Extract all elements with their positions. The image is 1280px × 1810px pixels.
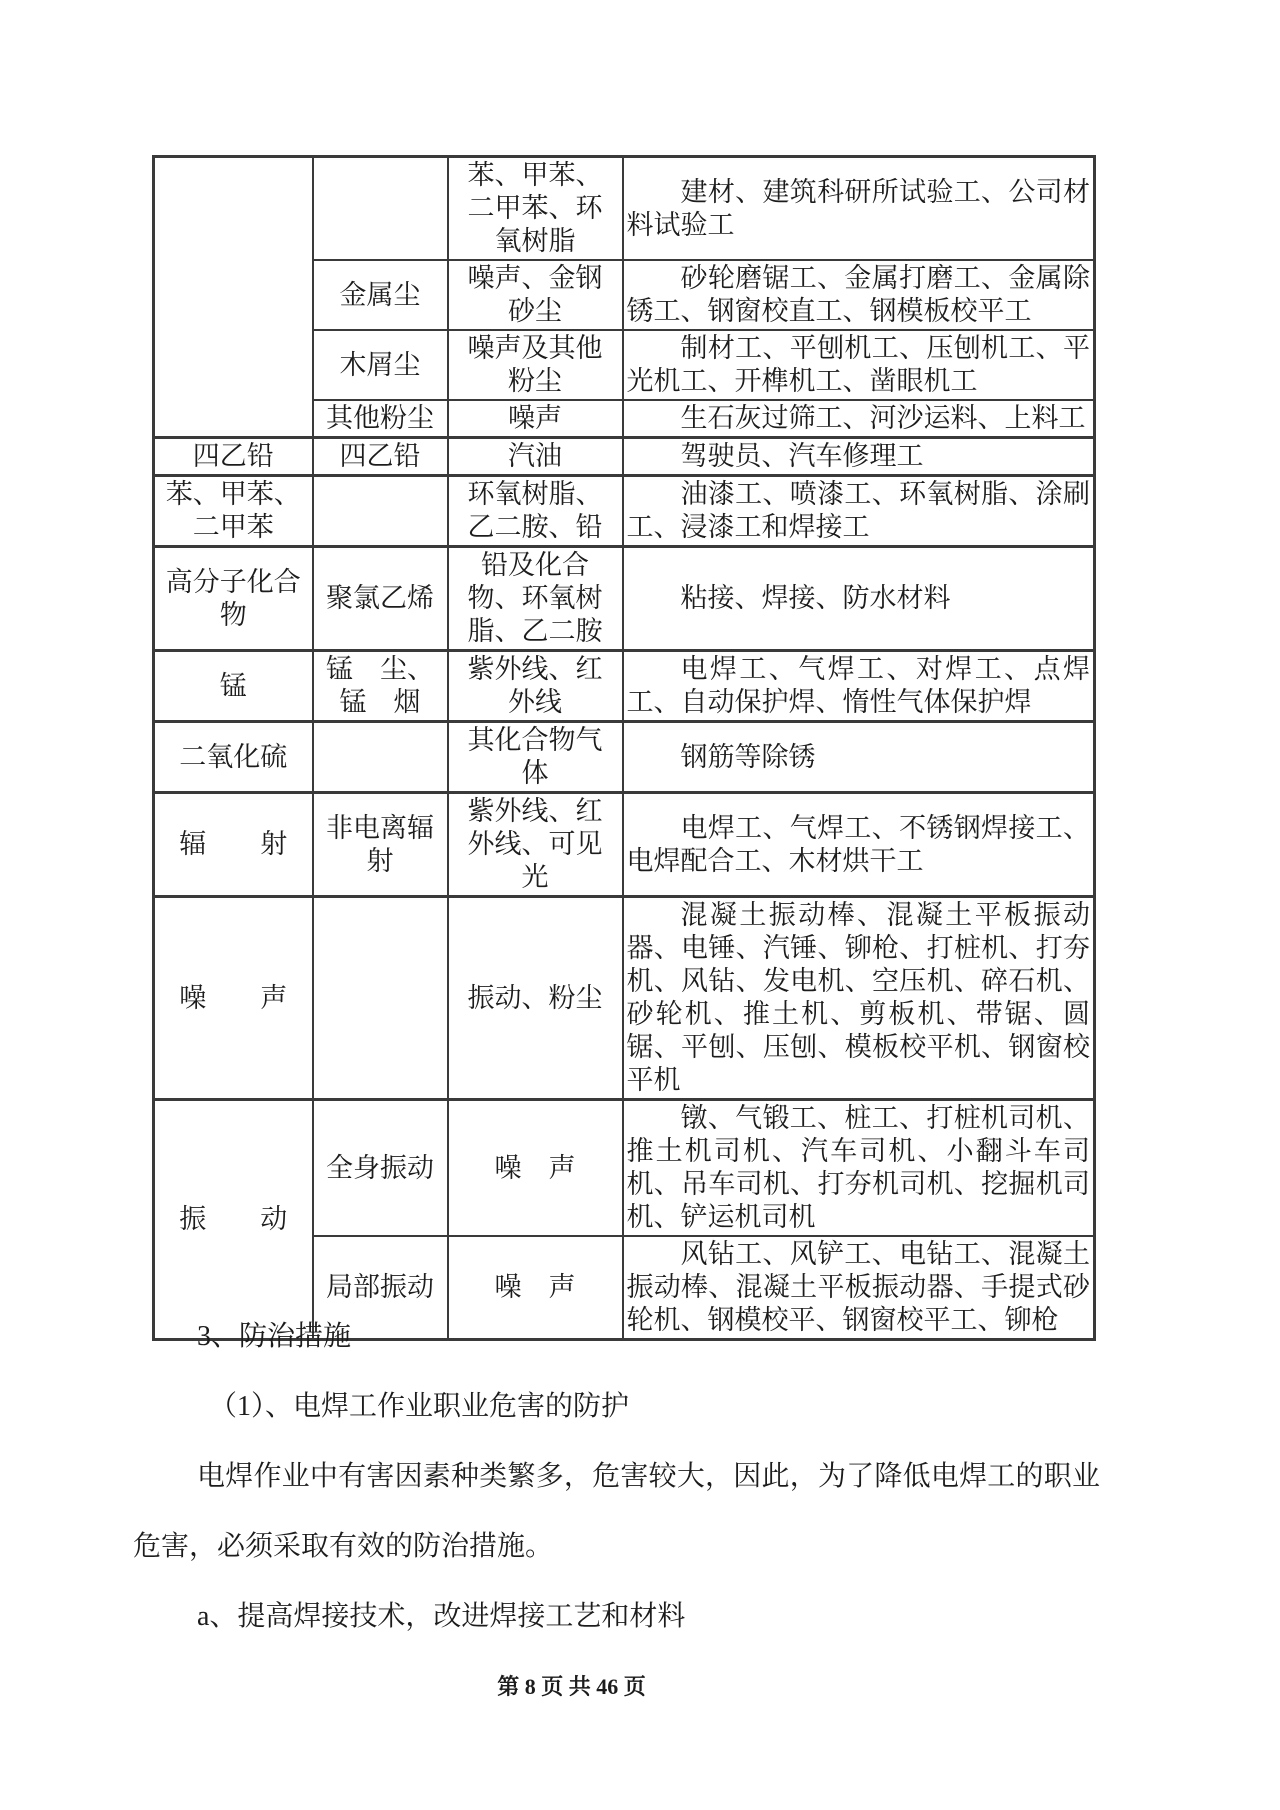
cell-jobs: 砂轮磨锯工、金属打磨工、金属除锈工、钢窗校直工、钢模板校平工 [623,260,1095,330]
cell-cohazard: 苯、甲苯、二甲苯、环氧树脂 [448,157,623,261]
cell-subtype [313,897,448,1100]
cell-cohazard: 噪声、金钢砂尘 [448,260,623,330]
cell-jobs: 制材工、平刨机工、压刨机工、平光机工、开榫机工、凿眼机工 [623,330,1095,400]
cell-jobs: 钢筋等除锈 [623,722,1095,793]
cell-hazard-category: 苯、甲苯、二甲苯 [154,476,313,547]
cell-hazard-category: 四乙铅 [154,438,313,476]
cell-cohazard: 噪声及其他粉尘 [448,330,623,400]
cell-hazard-category: 锰 [154,651,313,722]
cell-cohazard: 紫外线、红外线 [448,651,623,722]
cell-subtype [313,722,448,793]
cell-hazard-category: 振 动 [154,1100,313,1340]
cell-jobs: 电焊工、气焊工、对焊工、点焊工、自动保护焊、惰性气体保护焊 [623,651,1095,722]
table-row [154,547,1095,651]
table-row [154,1100,1095,1237]
subsection-heading: （1）、电焊工作业职业危害的防护 [209,1391,630,1422]
cell-hazard-category [154,157,313,438]
body-paragraph: 电焊作业中有害因素种类繁多，危害较大，因此，为了降低电焊工的职业危害，必须采取有效的防治措施。 [133,1461,1100,1562]
cell-cohazard: 噪声 [448,400,623,438]
cell-hazard-category: 高分子化合物 [154,547,313,651]
cell-subtype [313,476,448,547]
list-item-heading: a、提高焊接技术，改进焊接工艺和材料 [197,1601,686,1632]
table-row [154,897,1095,1100]
cell-cohazard: 其化合物气体 [448,722,623,793]
cell-subtype: 木屑尘 [313,330,448,400]
cell-jobs: 粘接、焊接、防水材料 [623,547,1095,651]
cell-subtype: 全身振动 [313,1100,448,1237]
cell-subtype: 四乙铅 [313,438,448,476]
cell-jobs: 镦、气锻工、桩工、打桩机司机、推土机司机、汽车司机、小翻斗车司机、吊车司机、打夯机司机、挖掘机司机、铲运机司机 [623,1100,1095,1237]
cell-subtype [313,157,448,261]
cell-subtype: 聚氯乙烯 [313,547,448,651]
cell-subtype: 锰 尘、锰 烟 [313,651,448,722]
cell-jobs: 油漆工、喷漆工、环氧树脂、涂刷工、浸漆工和焊接工 [623,476,1095,547]
cell-jobs: 风钻工、风铲工、电钻工、混凝土振动棒、混凝土平板振动器、手提式砂轮机、钢模校平、钢窗校平工、铆枪 [623,1236,1095,1340]
cell-subtype: 金属尘 [313,260,448,330]
cell-jobs: 建材、建筑科研所试验工、公司材料试验工 [623,157,1095,261]
cell-jobs: 驾驶员、汽车修理工 [623,438,1095,476]
cell-cohazard: 振动、粉尘 [448,897,623,1100]
cell-cohazard: 噪 声 [448,1100,623,1237]
cell-hazard-category: 二氧化硫 [154,722,313,793]
cell-subtype: 非电离辐射 [313,793,448,897]
cell-jobs: 生石灰过筛工、河沙运料、上料工 [623,400,1095,438]
cell-jobs: 电焊工、气焊工、不锈钢焊接工、电焊配合工、木材烘干工 [623,793,1095,897]
table-row [154,651,1095,722]
table-row [154,722,1095,793]
page-footer: 第 8 页 共 46 页 [497,1674,646,1699]
cell-subtype: 局部振动 [313,1236,448,1340]
table-row [154,438,1095,476]
cell-cohazard: 铅及化合物、环氧树脂、乙二胺 [448,547,623,651]
cell-jobs: 混凝土振动棒、混凝土平板振动器、电锤、汽锤、铆枪、打桩机、打夯机、风钻、发电机、空压机、碎石机、砂轮机、推土机、剪板机、带锯、圆锯、平刨、压刨、模板校平机、钢窗校平机 [623,897,1095,1100]
cell-cohazard: 紫外线、红外线、可见光 [448,793,623,897]
table-row [154,793,1095,897]
cell-cohazard: 噪 声 [448,1236,623,1340]
cell-cohazard: 汽油 [448,438,623,476]
cell-cohazard: 环氧树脂、乙二胺、铅 [448,476,623,547]
cell-hazard-category: 辐 射 [154,793,313,897]
table-row [154,157,1095,261]
cell-subtype: 其他粉尘 [313,400,448,438]
hazards-table [152,155,1096,1341]
cell-hazard-category: 噪 声 [154,897,313,1100]
body-text-block [133,1302,1100,1722]
section-heading: 3、防治措施 [197,1321,352,1352]
table-row [154,476,1095,547]
